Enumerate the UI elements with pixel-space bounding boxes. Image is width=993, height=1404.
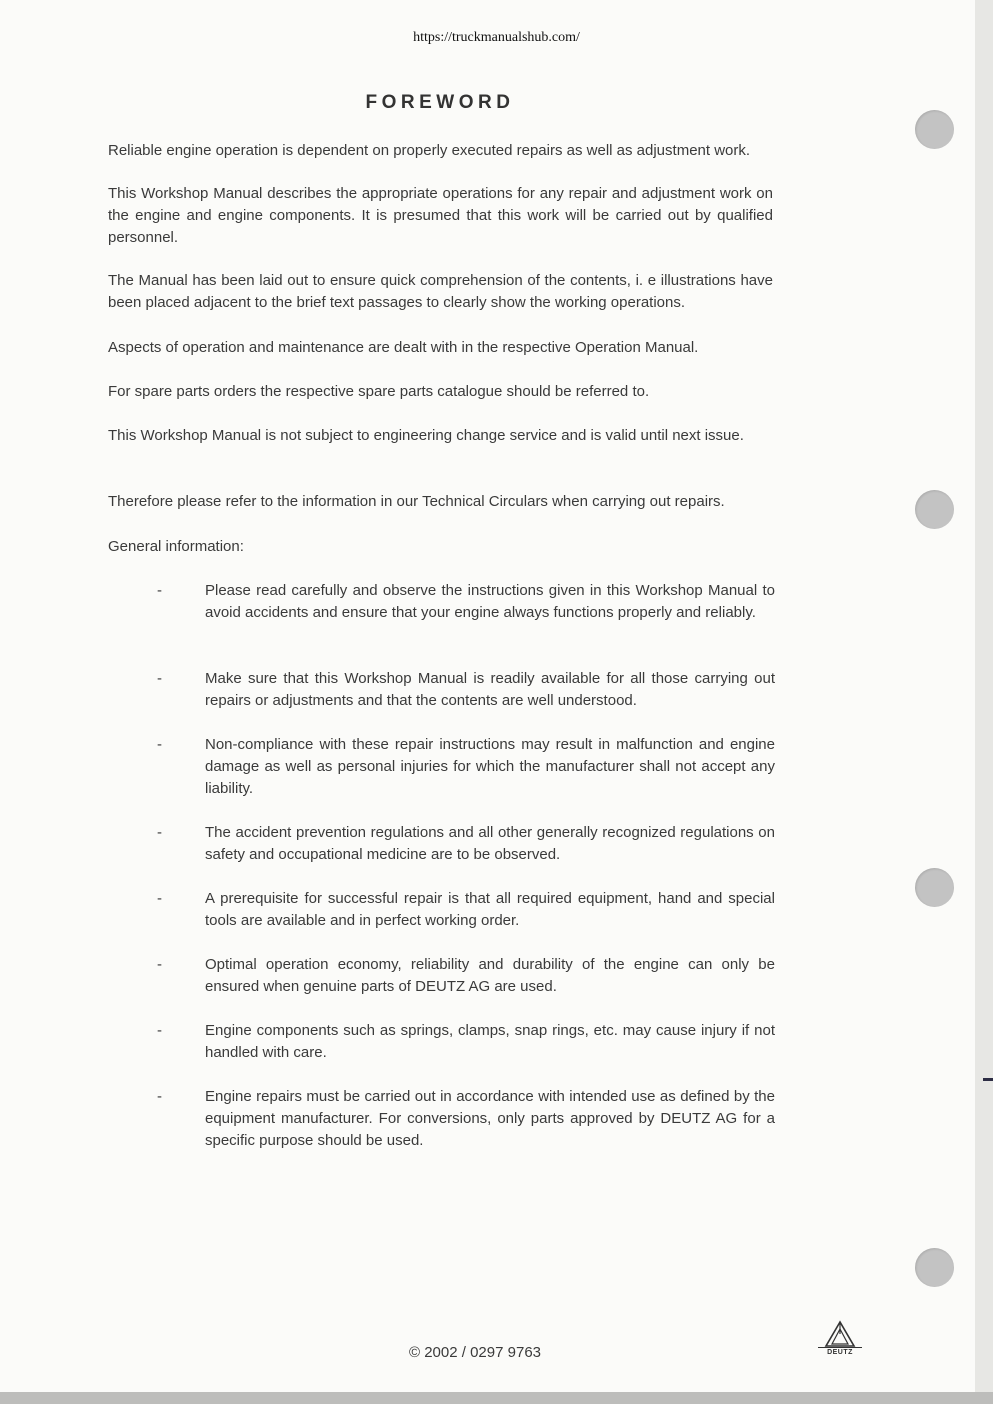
page-title: FOREWORD [365,92,515,113]
deutz-logo [818,1320,862,1358]
bullet-marker: - [157,582,162,599]
paragraph-general-information: General information: [108,538,244,555]
deutz-logo-text: DEUTZ [818,1347,862,1357]
punch-hole [915,490,954,529]
page-edge-bottom [0,1392,993,1404]
paragraph-spare-parts: For spare parts orders the respective spare parts catalogue should be referred to. [108,383,650,400]
bullet-read-carefully: Please read carefully and observe the instructions given in this Workshop Manual to avoid accidents and ensure that your engine always functions properly and reliably. [205,582,775,621]
paragraph-manual-description: This Workshop Manual describes the appropriate operations for any repair and adjustment work on the engine and engine components. It is presumed that this work will be carried out by qualified personnel. [108,185,773,246]
punch-hole [915,868,954,907]
source-url[interactable]: https://truckmanualshub.com/ [413,30,580,45]
paragraph-layout: The Manual has been laid out to ensure quick comprehension of the contents, i. e illustrations have been placed adjacent to the brief text passages to clearly show the working operations. [108,272,773,311]
bullet-marker: - [157,736,162,753]
bullet-marker: - [157,956,162,973]
paragraph-change-service: This Workshop Manual is not subject to engineering change service and is valid until next issue. [108,427,744,444]
bullet-marker: - [157,670,162,687]
bullet-non-compliance: Non-compliance with these repair instructions may result in malfunction and engine damage as well as personal injuries for which the manufacturer shall not accept any liability. [205,736,775,797]
page-edge-right [975,0,993,1404]
bullet-intended-use: Engine repairs must be carried out in accordance with intended use as defined by the equipment manufacturer. For conversions, only parts approved by DEUTZ AG for a specific purpose should be used. [205,1088,775,1149]
paragraph-reliable-operation: Reliable engine operation is dependent on properly executed repairs as well as adjustment work. [108,142,751,159]
bullet-marker: - [157,890,162,907]
bullet-marker: - [157,1022,162,1039]
paragraph-operation-manual: Aspects of operation and maintenance are dealt with in the respective Operation Manual. [108,339,699,356]
bullet-manual-available: Make sure that this Workshop Manual is readily available for all those carrying out repairs or adjustments and that the contents are well understood. [205,670,775,709]
copyright-footer: © 2002 / 0297 9763 [409,1344,541,1361]
bullet-prerequisite: A prerequisite for successful repair is that all required equipment, hand and special tools are available and in perfect working order. [205,890,775,929]
punch-hole [915,1248,954,1287]
deutz-triangle-icon [818,1320,862,1348]
page-edge-tab [983,1078,993,1081]
bullet-engine-components: Engine components such as springs, clamps, snap rings, etc. may cause injury if not handled with care. [205,1022,775,1061]
bullet-genuine-parts: Optimal operation economy, reliability and durability of the engine can only be ensured when genuine parts of DEUTZ AG are used. [205,956,775,995]
bullet-accident-prevention: The accident prevention regulations and all other generally recognized regulations on safety and occupational medicine are to be observed. [205,824,775,863]
paragraph-technical-circulars: Therefore please refer to the information in our Technical Circulars when carrying out repairs. [108,493,725,510]
bullet-marker: - [157,1088,162,1105]
punch-hole [915,110,954,149]
bullet-marker: - [157,824,162,841]
